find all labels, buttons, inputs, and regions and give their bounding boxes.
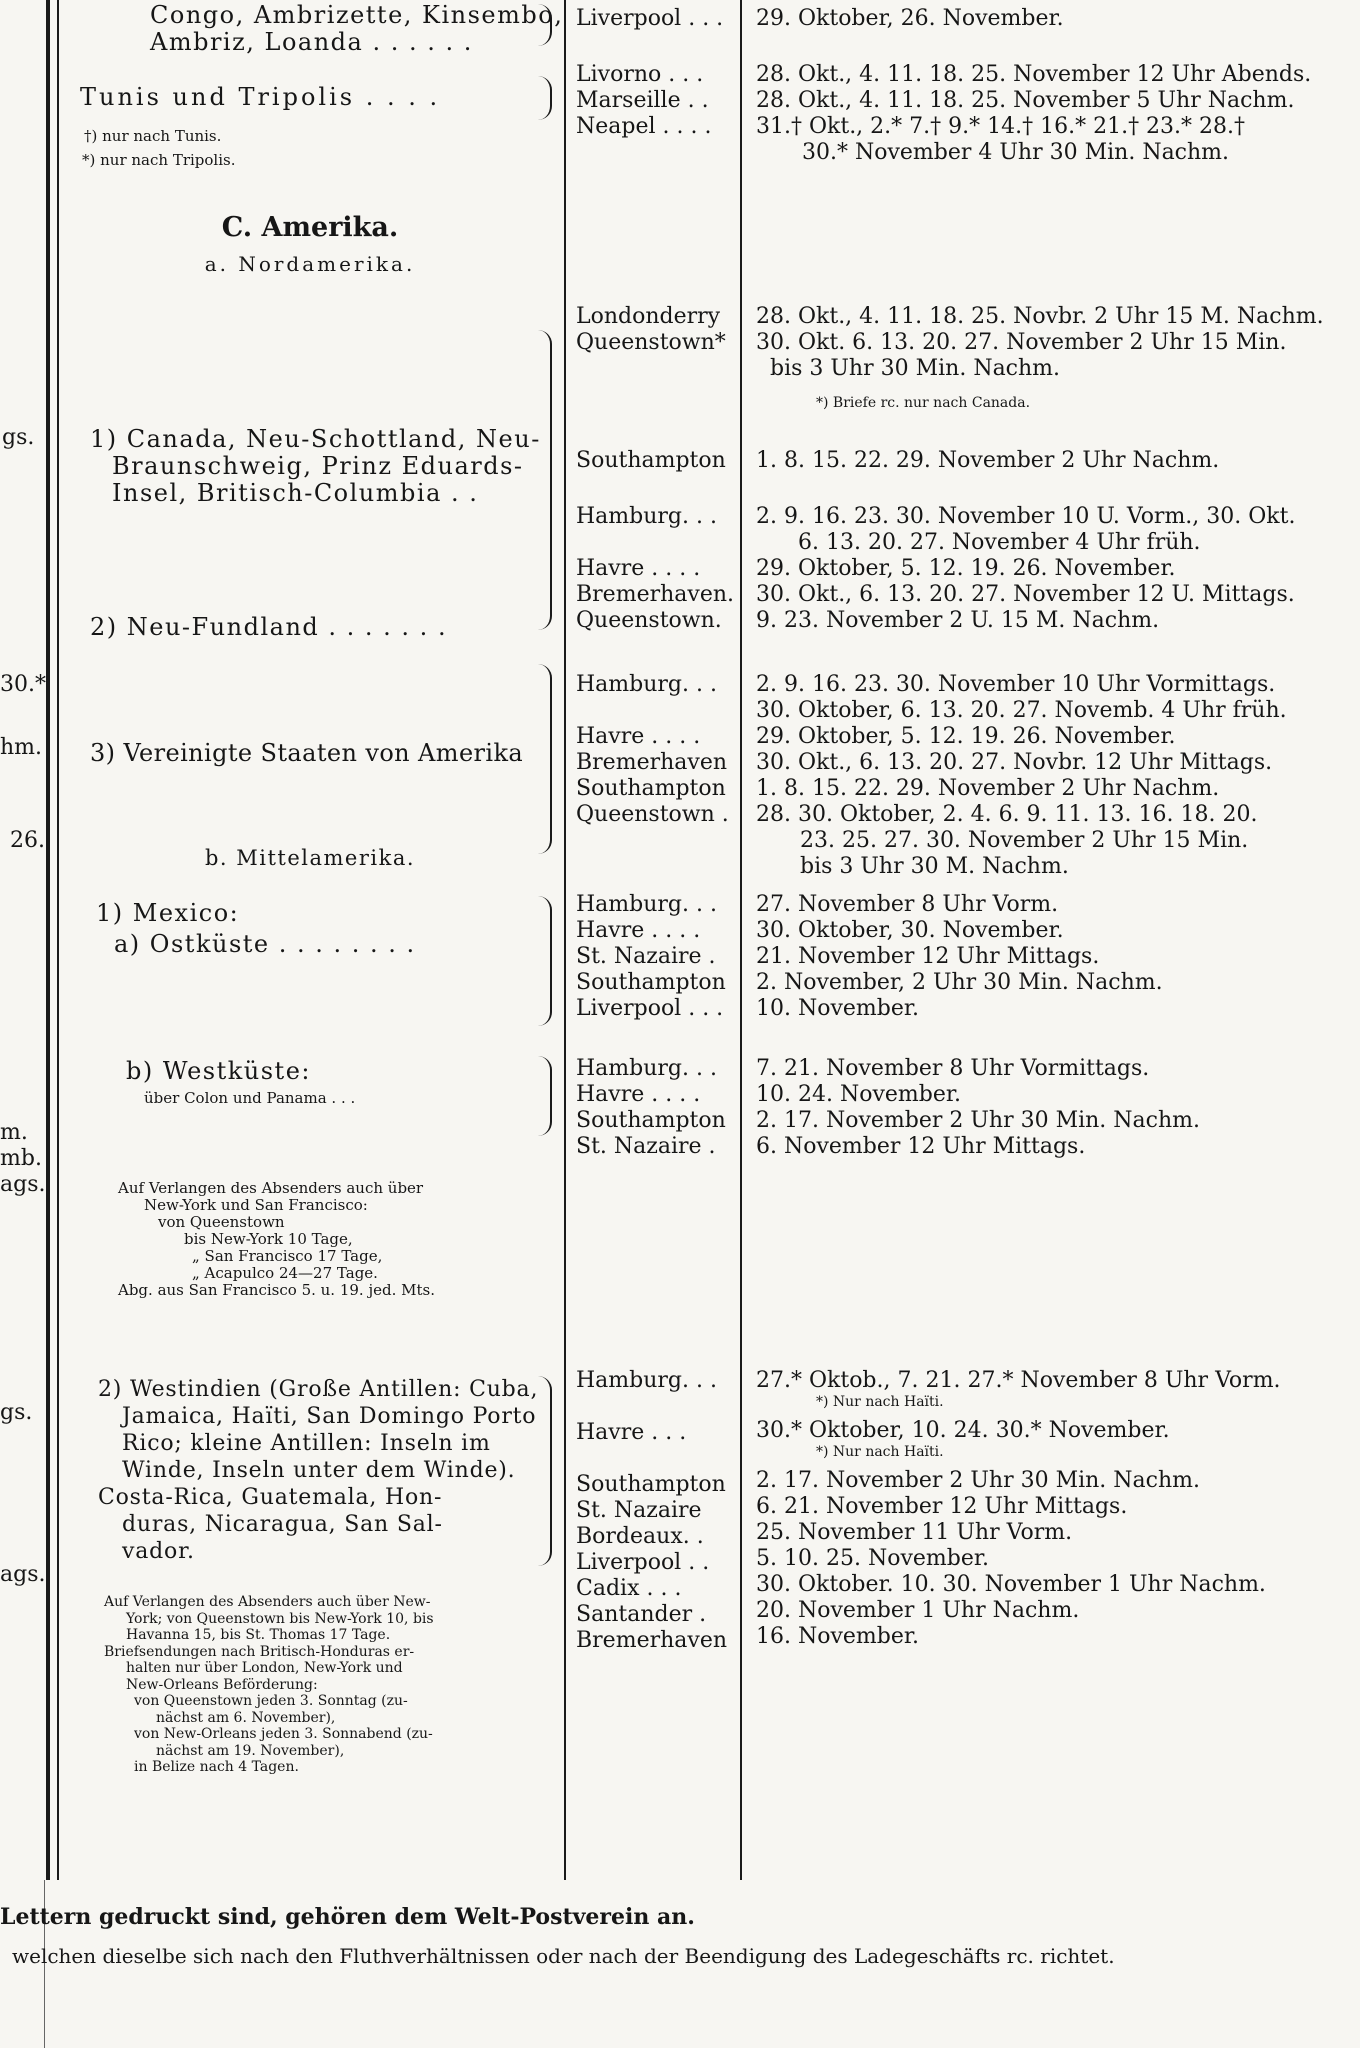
brace bbox=[536, 1376, 552, 1566]
left-fragment: ags. bbox=[0, 1562, 46, 1587]
sailing-dates: 28. Okt., 4. 11. 18. 25. November 12 Uhr Abends. 28. Okt., 4. 11. 18. 25. November 5 Uhr Nachm. 31.† Okt., 2.* 7.† 9.* 14.† 16.* 21.† 23.* 28.† 30.* November 4 Uhr 30 Min. Nachm. bbox=[756, 62, 1312, 165]
note-westindien: Auf Verlangen des Absenders auch über New- York; von Queenstown bis New-York 10, bis Havanna 15, bis St. Thomas 17 Tage. Briefsendungen nach Britisch-Honduras er- halten nur über London, New-York und New-Orleans Beförderung: von Queenstown jeden 3. Sonntag (zu- nächst am 6. November), von New-Orleans jeden 3. Sonnabend (zu- nächst am 19. November), in Belize nach 4 Tagen. bbox=[104, 1594, 434, 1775]
note-colon-panama: über Colon und Panama . . . bbox=[144, 1089, 356, 1107]
destination-congo: Congo, Ambrizette, Kinsembo, Ambriz, Loanda . . . . . . bbox=[150, 1, 564, 56]
heading-amerika: C. Amerika. bbox=[221, 212, 399, 243]
sailing-dates: 2. 9. 16. 23. 30. November 10 Uhr Vormittags. 30. Oktober, 6. 13. 20. 27. Novemb. 4 Uhr früh. 29. Oktober, 5. 12. 19. 26. November. 30. Okt., 6. 13. 20. 27. Novbr. 12 Uhr Mittags. 1. 8. 15. 22. 29. November 2 Uhr Nachm. 28. 30. Oktober, 2. 4. 6. 9. 11. 13. 16. 18. 20. 23. 25. 27. 30. November 2 Uhr 15 Min. bis 3 Uhr 30 M. Nachm. bbox=[756, 672, 1287, 879]
left-fragment: mb. bbox=[0, 1146, 42, 1171]
destination-westkueste: b) Westküste: bbox=[126, 1057, 311, 1085]
note-tunis: †) nur nach Tunis. bbox=[84, 127, 222, 145]
sailing-dates: 1. 8. 15. 22. 29. November 2 Uhr Nachm. bbox=[756, 448, 1220, 473]
port-list: Hamburg. . . Havre . . . . Southampton St. Nazaire . bbox=[576, 1056, 726, 1159]
left-fragment: 30.* bbox=[0, 672, 46, 697]
left-fragment: gs. bbox=[0, 1400, 33, 1425]
brace bbox=[536, 664, 552, 854]
port-label: Liverpool . . . bbox=[576, 6, 724, 31]
brace bbox=[536, 330, 552, 630]
sailing-dates: 28. Okt., 4. 11. 18. 25. Novbr. 2 Uhr 15 M. Nachm. 30. Okt. 6. 13. 20. 27. November 2 Uhr 15 Min. bis 3 Uhr 30 Min. Nachm. *) Briefe rc. nur nach Canada. bbox=[756, 304, 1324, 411]
port-list: Livorno . . . Marseille . . Neapel . . . . bbox=[576, 62, 712, 139]
left-fragment: hm. bbox=[0, 735, 43, 760]
left-fragment: ags. bbox=[0, 1172, 46, 1197]
note-san-francisco: Auf Verlangen des Absenders auch über New-York und San Francisco: von Queenstown bis New-York 10 Tage, „ San Francisco 17 Tage, „ Acapulco 24—27 Tage. Abg. aus San Francisco 5. u. 19. jed. Mts. bbox=[118, 1179, 435, 1299]
heading-nordamerika: a. Nordamerika. bbox=[204, 252, 416, 276]
left-fragment: m. bbox=[0, 1120, 28, 1145]
destination-tunis: Tunis und Tripolis . . . . bbox=[80, 83, 441, 111]
note-tripolis: *) nur nach Tripolis. bbox=[82, 151, 236, 169]
brace bbox=[536, 4, 552, 46]
footer-line-1: Lettern gedruckt sind, gehören dem Welt-Postverein an. bbox=[0, 1904, 695, 1930]
sailing-dates: 7. 21. November 8 Uhr Vormittags. 10. 24. November. 2. 17. November 2 Uhr 30 Min. Nachm. 6. November 12 Uhr Mittags. bbox=[756, 1056, 1201, 1159]
brace bbox=[536, 1056, 552, 1136]
port-list: Hamburg. . . Havre . . . Southampton St. Nazaire Bordeaux. . Liverpool . . Cadix . . . Santander . Bremerhaven bbox=[576, 1368, 728, 1653]
port-list: Hamburg. . . Havre . . . . Bremerhaven Southampton Queenstown . bbox=[576, 672, 729, 827]
left-column-rule-thin bbox=[57, 0, 59, 1880]
sailing-dates: 27. November 8 Uhr Vorm. 30. Oktober, 30. November. 21. November 12 Uhr Mittags. 2. November, 2 Uhr 30 Min. Nachm. 10. November. bbox=[756, 892, 1163, 1021]
left-column-rule bbox=[46, 0, 50, 1880]
port-list: Londonderry Queenstown* bbox=[576, 304, 726, 355]
left-fragment: 26. bbox=[10, 828, 45, 853]
port-label: Southampton bbox=[576, 448, 726, 473]
port-list: Hamburg. . . Havre . . . . St. Nazaire . Southampton Liverpool . . . bbox=[576, 892, 726, 1021]
destination-canada: 1) Canada, Neu-Schottland, Neu- Braunschweig, Prinz Eduards- Insel, Britisch-Columbia . . bbox=[90, 425, 541, 507]
destination-neufundland: 2) Neu-Fundland . . . . . . . bbox=[90, 613, 448, 641]
brace bbox=[536, 896, 552, 1026]
brace bbox=[536, 76, 552, 120]
footer-line-2: welchen dieselbe sich nach den Fluthverhältnissen oder nach der Beendigung des Ladegeschäfts rc. richtet. bbox=[12, 1944, 1115, 1968]
sailing-dates: 2. 9. 16. 23. 30. November 10 U. Vorm., 30. Okt. 6. 13. 20. 27. November 4 Uhr früh. 29. Oktober, 5. 12. 19. 26. November. 30. Okt., 6. 13. 20. 27. November 12 U. Mittags. 9. 23. November 2 U. 15 M. Nachm. bbox=[756, 504, 1296, 633]
destination-westindien: 2) Westindien (Große Antillen: Cuba, Jamaica, Haïti, San Domingo Porto Rico; kleine Antillen: Inseln im Winde, Inseln unter dem Winde). Costa-Rica, Guatemala, Hon- duras, Nicaragua, San Sal- vador. bbox=[98, 1377, 539, 1564]
destination-vereinigte-staaten: 3) Vereinigte Staaten von Amerika bbox=[90, 739, 524, 767]
sailing-dates: 29. Oktober, 26. November. bbox=[756, 6, 1064, 31]
left-fragment: gs. bbox=[2, 425, 35, 450]
port-list: Hamburg. . . Havre . . . . Bremerhaven. Queenstown. bbox=[576, 504, 734, 633]
destination-column-rule bbox=[564, 0, 566, 1880]
heading-mittelamerika: b. Mittelamerika. bbox=[204, 846, 416, 870]
sailing-dates: 27.* Oktob., 7. 21. 27.* November 8 Uhr Vorm. *) Nur nach Haïti. 30.* Oktober, 10. 24. 30.* November. *) Nur nach Haïti. 2. 17. November 2 Uhr 30 Min. Nachm. 6. 21. November 12 Uhr Mittags. 25. November 11 Uhr Vorm. 5. 10. 25. November. 30. Oktober. 10. 30. November 1 Uhr Nachm. 20. November 1 Uhr Nachm. 16. November. bbox=[756, 1368, 1281, 1649]
port-column-rule bbox=[740, 0, 742, 1880]
destination-mexico: 1) Mexico: a) Ostküste . . . . . . . . bbox=[96, 899, 416, 958]
